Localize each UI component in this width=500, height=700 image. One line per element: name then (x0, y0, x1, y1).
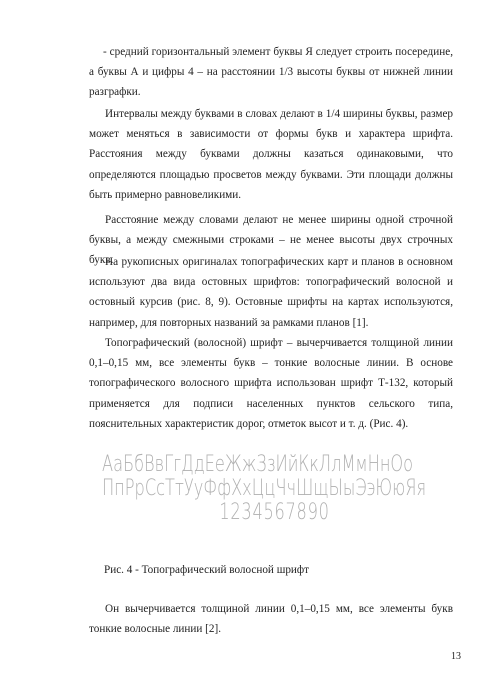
figure-caption: Рис. 4 - Топографический волосной шрифт (104, 564, 310, 576)
font-sample-figure (102, 452, 447, 524)
paragraph-1: - средний горизонтальный элемент буквы Я следует строить посередине, а буквы А и цифры 4 – на расстоянии 1/3 высоты буквы от нижней линии разграфки. (89, 46, 453, 99)
font-sample-line-1: АаБбВвГгДдЕеЖжЗзИйКкЛлМмНнОо (102, 451, 414, 477)
paragraph-2: Интервалы между буквами в словах делают в 1/4 ширины буквы, размер может меняться в зависимости от формы букв и характера шрифта. Расстояния между буквами должны казаться одинаковыми, что определяются площадью просветов между буквами. Эти площади должны быть примерно равновеликими. (89, 108, 453, 201)
page-number: 13 (451, 651, 461, 662)
font-sample-digits: 1234567890 (219, 499, 330, 525)
paragraph-4: На рукописных оригиналах топографических карт и планов в основном используют два вида остовных шрифтов: топографический волосной и остовный курсив (рис. 8, 9). Остовные шрифты на картах используются, например, для повторных названий за рамками планов [1]. (89, 256, 453, 329)
paragraph-5: Топографический (волосной) шрифт – вычерчивается толщиной линии 0,1–0,15 мм, все элементы букв – тонкие волосные линии. В основе топографического волосного шрифта использован шрифт Т-132, который применяется для подписи населенных пунктов сельского типа, пояснительных характеристик дорог, отметок высот и т. д. (Рис. 4). (89, 337, 453, 430)
paragraph-3: Расстояние между словами делают не менее ширины одной строчной буквы, а между смежными строками – не менее высоты двух строчных букв. (89, 214, 453, 267)
font-sample-line-2: ПпРрСсТтУуФфХхЦцЧчШщЫыЭэЮюЯя (102, 475, 427, 501)
paragraph-6: Он вычерчивается толщиной линии 0,1–0,15 мм, все элементы букв тонкие волосные линии [2]. (89, 603, 453, 636)
